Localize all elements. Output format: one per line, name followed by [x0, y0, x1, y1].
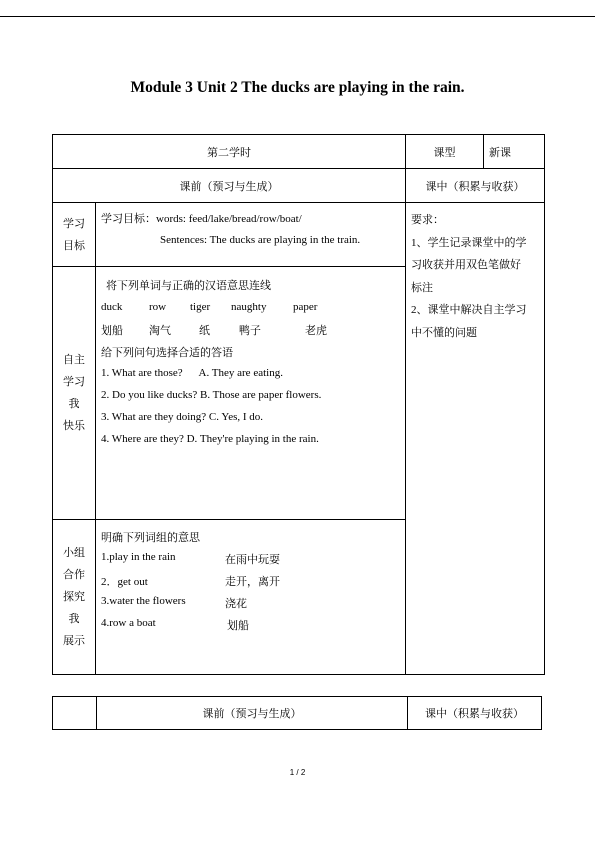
in-class-label: 课中（积累与收获） [425, 180, 525, 193]
qa-item: 1. What are those? A. They are eating. [101, 367, 283, 379]
self-label-1: 自主 [63, 354, 85, 366]
self-study-label-cell [52, 266, 96, 520]
req-line: 习收获并用双色笔做好 [411, 259, 521, 271]
word-cn: 纸 [199, 325, 210, 337]
req-line: 标注 [411, 281, 433, 294]
phrase-en: 1.play in the rain [101, 551, 176, 563]
goal-sentences: Sentences: The ducks are playing in the train. [160, 234, 361, 246]
period-text: 第二学时 [207, 146, 251, 159]
header-rule [0, 16, 595, 17]
matching-instruction: 将下列单词与正确的汉语意思连线 [106, 280, 271, 292]
phrase-cn: 在雨中玩耍 [225, 554, 280, 566]
in-class-header [405, 168, 545, 203]
group-label-cell [52, 519, 96, 675]
self-label-2: 学习 [63, 376, 85, 388]
qa-item: 3. What are they doing? C. Yes, I do. [101, 411, 264, 423]
group-label-4: 我 [68, 613, 80, 625]
req-line: 2、课堂中解决自主学习 [411, 304, 527, 316]
word-cn: 鸭子 [239, 325, 261, 337]
word-en: duck [101, 301, 123, 313]
group-label-2: 合作 [63, 569, 85, 581]
word-en: naughty [231, 301, 267, 313]
type-value: 新课 [489, 146, 511, 159]
phrase-cn: 走开，离开 [225, 576, 280, 588]
word-en: tiger [190, 301, 211, 313]
req-line: 要求： [411, 214, 444, 226]
group-label-5: 展示 [63, 635, 85, 647]
period-cell [52, 134, 406, 169]
group-label-1: 小组 [63, 547, 85, 559]
t2-pre-class-label: 课前（预习与生成） [202, 708, 302, 720]
requirements-text [411, 209, 527, 344]
phrase-instruction: 明确下列词组的意思 [101, 532, 200, 544]
self-label-3: 我 [68, 398, 80, 410]
pre-class-label: 课前（预习与生成） [179, 180, 279, 193]
req-line: 1、学生记录课堂中的学 [411, 236, 527, 249]
self-label-4: 快乐 [63, 420, 85, 432]
phrase-en: 2．get out [101, 576, 148, 588]
word-en: row [149, 301, 167, 313]
type-label-cell [405, 134, 484, 169]
qa-item: 4. Where are they? D. They're playing in the rain. [101, 433, 319, 445]
t2-in-class-header [407, 696, 542, 730]
phrase-en: 3.water the flowers [101, 595, 186, 607]
requirements-cell [405, 202, 545, 675]
self-study-content-cell [95, 266, 406, 520]
goal-label-2: 目标 [63, 239, 85, 252]
phrase-cn: 浇花 [225, 598, 247, 610]
phrase-en: 4.row a boat [101, 617, 156, 629]
goal-label-1: 学习 [63, 217, 85, 230]
group-content-cell [95, 519, 406, 675]
word-en: paper [293, 301, 318, 313]
word-cn: 淘气 [149, 325, 171, 337]
goal-label-cell [52, 202, 96, 267]
req-line: 中不懂的问题 [411, 326, 477, 339]
t2-in-class-label: 课中（积累与收获） [425, 708, 524, 720]
pre-class-header [52, 168, 406, 203]
page-number: 1 / 2 [289, 768, 306, 777]
group-label-3: 探究 [63, 591, 85, 603]
type-value-cell [483, 134, 545, 169]
word-cn: 划船 [101, 325, 123, 337]
t2-pre-class-header [96, 696, 408, 730]
word-cn: 老虎 [305, 325, 327, 337]
t2-blank-cell [52, 696, 97, 730]
goal-content-cell [95, 202, 406, 267]
qa-instruction: 给下列问句选择合适的答语 [101, 347, 233, 359]
type-label: 课型 [433, 146, 456, 159]
goal-words: 学习目标：words: feed/lake/bread/row/boat/ [101, 213, 302, 225]
qa-item: 2. Do you like ducks? B. Those are paper flowers. [101, 389, 322, 401]
page-title: Module 3 Unit 2 The ducks are playing in the rain. [130, 79, 465, 96]
phrase-cn: 划船 [227, 620, 249, 632]
